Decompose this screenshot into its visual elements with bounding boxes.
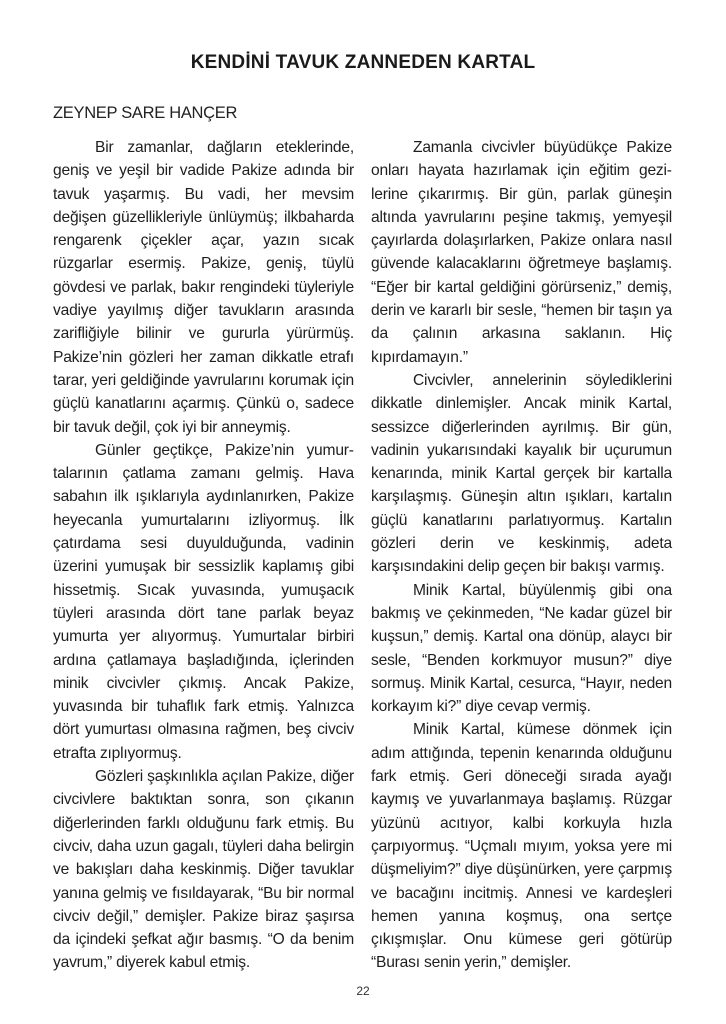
right-column bbox=[371, 136, 672, 975]
paragraph: Günler geçtikçe, Pakize’nin yumurtalarının çatlama zamanı gelmiş. Hava sabahın ilk ışıklarıyla aydınlanırken, Pakize heyecanla yumurtalarını izliyormuş. İlk çatırdama sesi duyulduğunda, vadinin üzerini yumuşak bir sessizlik kaplamış gibi hissetmiş. Sıcak yuvasında, yumuşacık tüyleri arasında dört tane parlak beyaz yumurta yer alıyormuş. Yumurtalar birbiri ardına çatlamaya başladığında, içlerinden minik civcivler çıkmış. Ancak Pakize, yuvasında bir tuhaflık fark etmiş. Yalnızca dört yumurtası olmasına rağmen, beş civciv etrafta zıplıyormuş. bbox=[53, 441, 354, 762]
page-number: 22 bbox=[356, 984, 370, 998]
paragraph: Zamanla civcivler büyüdükçe Pakize onları hayata hazırlamak için eğitim gezilerine çıkarırmış. Bir gün, parlak güneşin altında yavrularını peşine takmış, yemyeşil çayırlarda dolaşırlarken, Pakize onlara nasıl güvende kalacaklarını öğretmeye başlamış. “Eğer bir kartal geldiğini görürseniz,” demiş, derin ve kararlı bir sesle, “hemen bir taşın ya da çalının arkasına saklanın. Hiç kıpırdamayın.” bbox=[371, 139, 672, 366]
paragraph: Minik Kartal, kümese dönmek için adım attığında, tepenin kenarında olduğunu fark etmiş. Geri döneceği sırada ayağı kaymış ve yuvarlanmaya başlamış. Rüzgar yüzünü acıtıyor, kalbi korkuyla hızla çarpıyormuş. “Uçmalı mıyım, yoksa yere mi düşmeliyim?” diye düşünürken, yere çarpmış ve bacağını incitmiş. Annesi ve kardeşleri hemen yanına koşmuş, ona sertçe çıkışmışlar. Onu kümese geri götürüp “Burası senin yerin,” demişler. bbox=[371, 721, 673, 972]
story-title: KENDİNİ TAVUK ZANNEDEN KARTAL bbox=[190, 52, 536, 73]
author-name: ZEYNEP SARE HANÇER bbox=[53, 104, 238, 122]
paragraph: Gözleri şaşkınlıkla açılan Pakize, diğer civcivlere baktıktan sonra, son çıkanın diğerlerinden farklı olduğunu fark etmiş. Bu civciv, daha uzun gagalı, tüyleri daha belirgin ve bakışları daha keskinmiş. Diğer tavuklar yanına gelmiş ve fısıldayarak, “Bu bir normal civciv değil,” demişler. Pakize biraz şaşırsa da içindeki şefkat ağır basmış. “O da benim yavrum,” diyerek kabul etmiş. bbox=[53, 768, 354, 972]
paragraph: Bir zamanlar, dağların eteklerinde, geniş ve yeşil bir vadide Pakize adında bir tavuk yaşarmış. Bu vadi, her mevsim değişen güzellikleriyle ünlüymüş; ilkbaharda rengarenk çiçekler açar, yazın sıcak rüzgarlar esermiş. Pakize, geniş, tüylü gövdesi ve parlak, bakır rengindeki tüyleriyle vadiye yayılmış diğer tavukların arasında zarifliğiyle bilinir ve gururla yürürmüş. Pakize’nin gözleri her zaman dikkatle etrafı tarar, yeri geldiğinde yavrularını korumak için güçlü kanatlarını açarmış. Çünkü o, sadece bir tavuk değil, çok iyi bir anneymiş. bbox=[53, 139, 354, 436]
left-column bbox=[53, 136, 354, 975]
paragraph: Civcivler, annelerinin söylediklerini dikkatle dinlemişler. Ancak minik Kartal, sessizce diğerlerinden ayrılmış. Bir gün, vadinin yukarısındaki kayalık bir uçurumun kenarında, minik Kartal gerçek bir kartalla karşılaşmış. Güneşin altın ışıkları, kartalın güçlü kanatlarını parlatıyormuş. Kartalın gözleri derin ve keskinmiş, adeta karşısındakini delip geçen bir bakışı varmış. bbox=[371, 371, 672, 576]
paragraph: Minik Kartal, büyülenmiş gibi ona bakmış ve çekinmeden, “Ne kadar güzel bir kuşsun,” demiş. Kartal ona dönüp, alaycı bir sesle, “Benden korkmuyor musun?” diye sormuş. Minik Kartal, cesurca, “Hayır, neden korkayım ki?” diye cevap vermiş. bbox=[371, 581, 672, 716]
